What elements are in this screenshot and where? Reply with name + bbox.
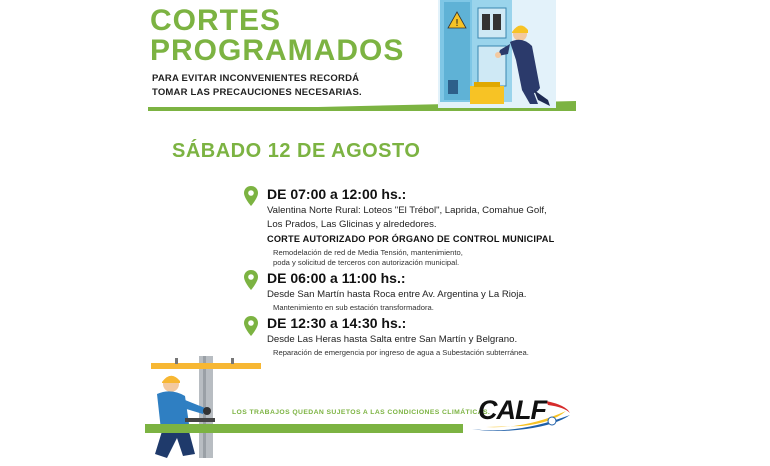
- svg-text:!: !: [454, 18, 460, 29]
- schedule-2-areas-line-1: Desde San Martín hasta Roca entre Av. Argentina y La Rioja.: [267, 289, 527, 300]
- calf-logo: [466, 393, 574, 433]
- schedule-1-areas-line-2: Los Prados, Las Glicinas y alrededores.: [267, 219, 437, 230]
- location-pin-icon: [244, 270, 258, 290]
- title-line-2: PROGRAMADOS: [150, 34, 405, 67]
- title-line-1: CORTES: [150, 4, 282, 37]
- electrician-pole-illustration: [145, 354, 265, 458]
- schedule-1-authorization: CORTE AUTORIZADO POR ÓRGANO DE CONTROL MUNICIPAL: [267, 234, 555, 244]
- location-pin-icon: [244, 316, 258, 336]
- schedule-3-time: DE 12:30 a 14:30 hs.:: [267, 315, 407, 331]
- footer-divider: [145, 424, 463, 433]
- footer-disclaimer: LOS TRABAJOS QUEDAN SUJETOS A LAS CONDICIONES CLIMÁTICAS.: [232, 409, 491, 416]
- event-date: SÁBADO 12 DE AGOSTO: [172, 140, 421, 162]
- calf-logo-text: CALF: [478, 395, 546, 425]
- subtitle-line-1: PARA EVITAR INCONVENIENTES RECORDÁ: [152, 73, 360, 84]
- electrician-panel-illustration: [438, 0, 556, 108]
- schedule-1-time: DE 07:00 a 12:00 hs.:: [267, 186, 407, 202]
- page-title: [150, 6, 404, 66]
- schedule-1-note-line-1: Remodelación de red de Media Tensión, mantenimiento,: [273, 248, 463, 257]
- schedule-2-time: DE 06:00 a 11:00 hs.:: [267, 270, 406, 286]
- subtitle: [152, 72, 362, 100]
- schedule-3-note-line-1: Reparación de emergencia por ingreso de agua a Subestación subterránea.: [273, 348, 529, 357]
- location-pin-icon: [244, 186, 258, 206]
- schedule-3-areas-line-1: Desde Las Heras hasta Salta entre San Martín y Belgrano.: [267, 334, 518, 345]
- schedule-1-areas-line-1: Valentina Norte Rural: Loteos "El Trébol", Laprida, Comahue Golf,: [267, 205, 547, 216]
- schedule-2-note-line-1: Mantenimiento en sub estación transformadora.: [273, 303, 434, 312]
- schedule-1-note-line-2: poda y solicitud de terceros con autorización municipal.: [273, 258, 460, 267]
- subtitle-line-2: TOMAR LAS PRECAUCIONES NECESARIAS.: [152, 87, 362, 98]
